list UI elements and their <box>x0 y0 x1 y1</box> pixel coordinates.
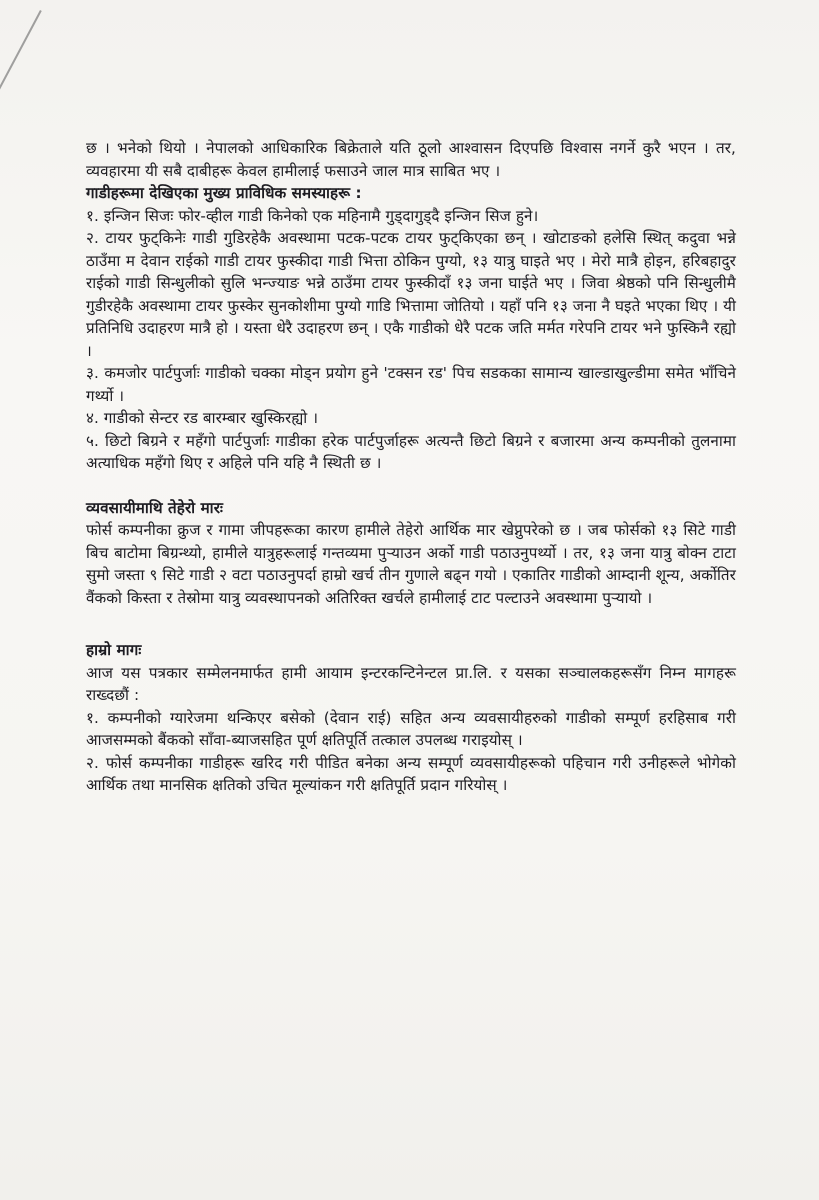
technical-problems-heading: गाडीहरूमा देखिएका मुख्य प्राविधिक समस्याहरू : <box>86 184 362 202</box>
problem-item-1: १. इन्जिन सिजः फोर-व्हील गाडी किनेको एक महिनामै गुड्दागुड्दै इन्जिन सिज हुने। <box>86 206 539 225</box>
problem-item-4: ४. गाडीको सेन्टर रड बारम्बार खुस्किरह्यो । <box>86 409 319 427</box>
problem-item-5: ५. छिटो बिग्रने र महँगो पार्टपुर्जाः गाडीका हरेक पार्टपुर्जाहरू अत्यन्तै छिटो बिग्रने र बजारमा अन्य कम्पनीको तुलनामा अत्याधिक महँगो थिए र अहिले पनि यहि नै स्थिती छ । <box>86 431 736 472</box>
demands-intro: आज यस पत्रकार सम्मेलनमार्फत हामी आयाम इन्टरकन्टिनेन्टल प्रा.लि. र यसका सञ्चालकहरूसँग निम्न मागहरू राख्दछौं : <box>86 663 736 704</box>
demands-heading: हाम्रो मागः <box>86 641 142 659</box>
fold-mark <box>0 10 42 95</box>
problem-item-2: २. टायर फुट्किनेः गाडी गुडिरहेकै अवस्थामा पटक-पटक टायर फुट्किएका छन् । खोटाङको हलेसि स्थित् कदुवा भन्ने ठाउँमा म देवान राईको गाडी टायर फुस्कीदा गाडी भित्ता ठोकिन पुग्यो, १३ यात्रु घाइते भए । मेरो मात्रै होइन, हरिबहादुर राईको गाडी सिन्धुलीको सुलि भन्ज्याङ भन्ने ठाउँमा टायर फुस्कीदाँ १३ जना घाईते भए । जिवा श्रेष्ठको पनि सिन्धुलीमै गुडीरहेकै अवस्थामा टायर फुस्केर सुनकोशीमा पुग्यो गाडि भित्तामा जोतियो । यहाँ पनि १३ जना नै घइते भएका थिए । यी प्रतिनिधि उदाहरण मात्रै हो । यस्ता धेरै उदाहरण छन् । एकै गाडीको धेरै पटक जति मर्मत गरेपनि टायर भने फुस्किनै रह्यो । <box>86 229 736 360</box>
demand-item-1: १. कम्पनीको ग्यारेजमा थन्किएर बसेको (देवान राई) सहित अन्य व्यवसायीहरुको गाडीको सम्पूर्ण हरहिसाब गरी आजसम्मको बैंकको साँवा-ब्याजसहित पूर्ण क्षतिपूर्ति तत्काल उपलब्ध गराइयोस् । <box>86 708 736 749</box>
triple-loss-paragraph: फोर्स कम्पनीका क्रुज र गामा जीपहरूका कारण हामीले तेहेरो आर्थिक मार खेप्नुपरेको छ । जब फोर्सको १३ सिटे गाडी बिच बाटोमा बिग्रन्थ्यो, हामीले यात्रुहरूलाई गन्तव्यमा पुऱ्याउन अर्को गाडी पठाउनुपर्थ्यो । तर, १३ जना यात्रु बोक्न टाटा सुमो जस्ता ९ सिटे गाडी २ वटा पठाउनुपर्दा हाम्रो खर्च तीन गुणाले बढ्न गयो । एकातिर गाडीको आम्दानी शून्य, अर्कोतिर वैंकको किस्ता र तेस्रोमा यात्रु व्यवस्थापनको अतिरिक्त खर्चले हामीलाई टाट पल्टाउने अवस्थामा पुऱ्यायो । <box>86 521 736 607</box>
problem-item-3: ३. कमजोर पार्टपुर्जाः गाडीको चक्का मोड्न प्रयोग हुने 'टक्सन रड' पिच सडकका सामान्य खाल्डाखुल्डीमा समेत भाँचिने गर्थ्यो । <box>86 364 736 405</box>
demand-item-2: २. फोर्स कम्पनीका गाडीहरू खरिद गरी पीडित बनेका अन्य सम्पूर्ण व्यवसायीहरूको पहिचान गरी उनीहरूले भोगेको आर्थिक तथा मानसिक क्षतिको उचित मूल्यांकन गरी क्षतिपूर्ति प्रदान गरियोस् । <box>86 753 736 794</box>
triple-loss-heading: व्यवसायीमाथि तेहेरो मारः <box>86 498 224 517</box>
intro-paragraph: छ । भनेको थियो । नेपालको आधिकारिक बिक्रेताले यति ठूलो आश्वासन दिएपछि विश्वास नगर्ने कुरै भएन । तर, व्यवहारमा यी सबै दाबीहरू केवल हामीलाई फसाउने जाल मात्र साबित भए । <box>86 139 736 180</box>
document-body <box>86 137 736 797</box>
